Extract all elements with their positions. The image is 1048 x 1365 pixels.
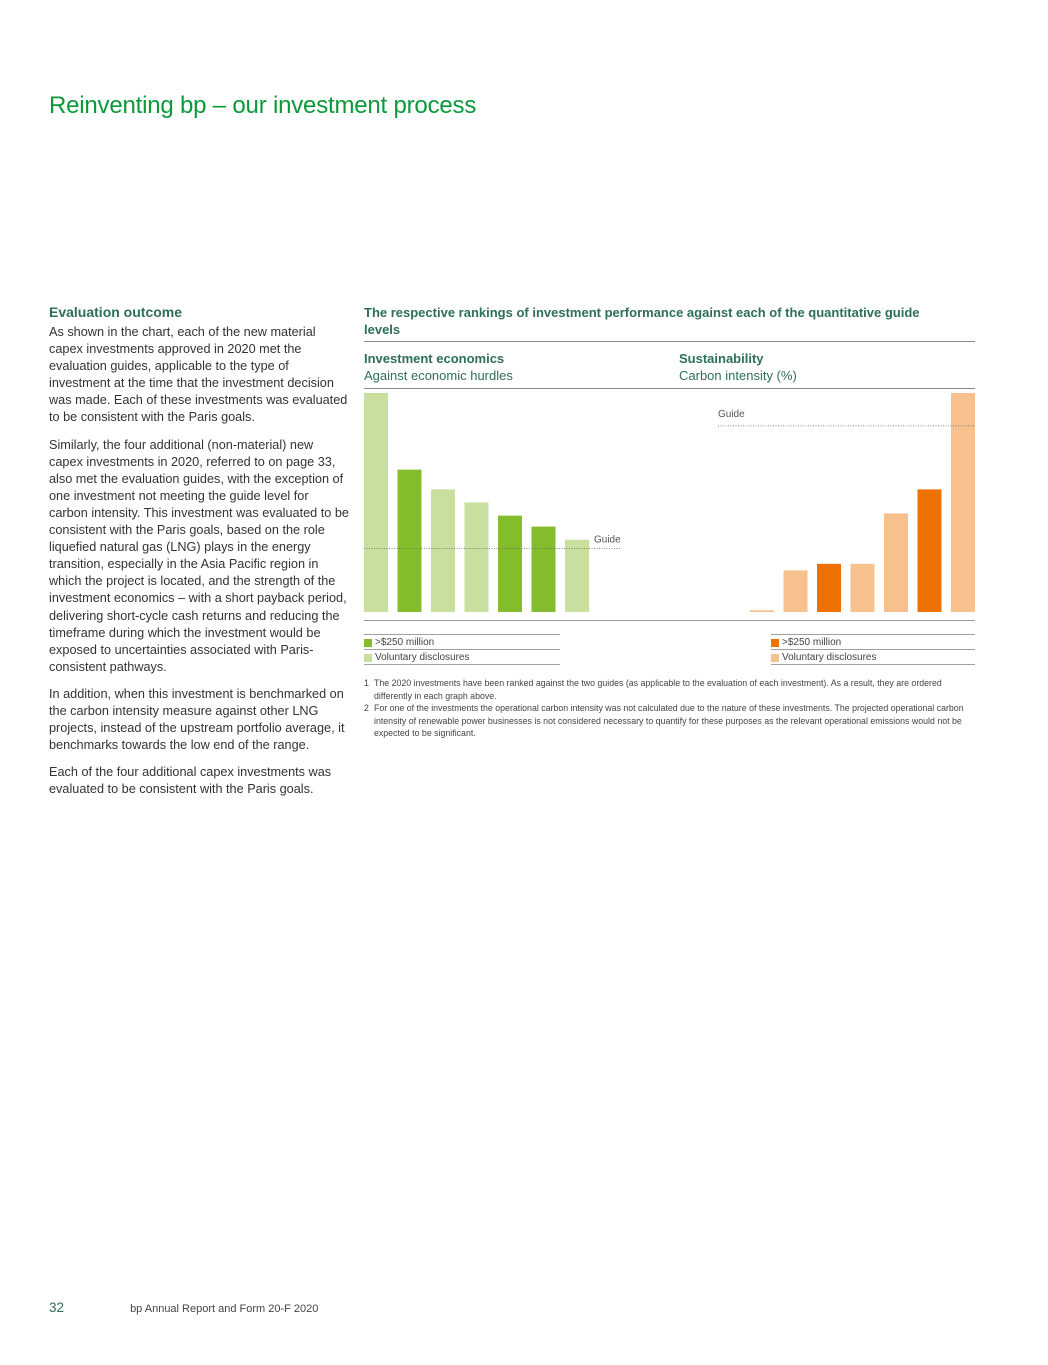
figure-title-rule	[364, 341, 975, 342]
guide-label: Guide	[718, 408, 745, 420]
footnote-number: 2	[364, 703, 369, 714]
sustainability-title: Sustainability	[679, 351, 764, 366]
economics-title: Investment economics	[364, 351, 505, 366]
footnote-text: For one of the investments the operational carbon intensity was not calculated due to the nature of these investments. The projected operational carbon intensity of renewable power businesses is not considered necessary to quantify for these purposes as the relevant operational emissions would not be expected to be significant.	[374, 703, 964, 739]
footnote-text: The 2020 investments have been ranked against the two guides (as applicable to the evaluation of each investment). As a result, they are ordered differently in each graph above.	[374, 678, 942, 701]
sustainability-subtitle: Carbon intensity (%)	[679, 368, 797, 383]
page-title-sub: our investment process	[225, 92, 477, 119]
page-number: 32	[49, 1300, 65, 1315]
legend-item	[364, 634, 560, 649]
economics-legend	[364, 634, 560, 665]
bar-4	[851, 564, 875, 612]
legend-label: Voluntary disclosures	[782, 652, 877, 663]
bar-2	[398, 470, 422, 612]
page-title-main: Reinventing bp –	[49, 92, 226, 119]
legend-item	[364, 649, 560, 665]
legend-swatch-voluntary	[364, 654, 372, 662]
chart-baseline-rule	[364, 620, 975, 621]
bar-6	[532, 527, 556, 612]
paragraph-2: Similarly, the four additional (non-material) new capex investments in 2020, referred to on page 33, also met the evaluation guides, with the exception of one investment not meeting the guide level for carbon intensity. This investment was evaluated to be consistent with the Paris goals, based on the role liquefied natural gas (LNG) plays in the energy transition, especially in the Asia Pacific region in which the project is located, and the strength of the investment economics – with a short payback period, delivering short-cycle cash returns and reducing the timeframe during which the investment would be exposed to uncertainties associated with Paris-consistent pathways.	[49, 437, 349, 674]
publication-title: bp Annual Report and Form 20-F 2020	[130, 1303, 319, 1315]
guide-label: Guide	[594, 534, 621, 546]
legend-item	[771, 634, 975, 649]
paragraph-1: As shown in the chart, each of the new material capex investments approved in 2020 met the evaluation guides, applicable to the type of investment at the time that the investment decision was made. Each of these investments was evaluated to be consistent with the Paris goals.	[49, 325, 348, 425]
legend-item	[771, 649, 975, 665]
legend-label: >$250 million	[375, 637, 435, 648]
page-title	[49, 92, 476, 120]
subheading-rule	[364, 388, 975, 389]
paragraph-3: In addition, when this investment is benchmarked on the carbon intensity measure against other LNG projects, instead of the upstream portfolio average, it benchmarks towards the low end of the range.	[49, 686, 345, 753]
footnote-number: 1	[364, 678, 369, 688]
bar-2	[784, 570, 808, 612]
bar-6	[918, 489, 942, 612]
sustainability-legend	[771, 634, 975, 665]
bar-7	[565, 540, 589, 612]
economics-chart	[364, 390, 664, 622]
bar-1	[750, 610, 774, 612]
legend-label: Voluntary disclosures	[375, 652, 470, 663]
bar-5	[884, 513, 908, 612]
bar-3	[817, 564, 841, 612]
page-footer	[49, 1300, 318, 1315]
economics-heading	[364, 350, 513, 384]
section-heading: Evaluation outcome	[49, 304, 183, 320]
footnotes	[364, 677, 976, 740]
paragraph-4: Each of the four additional capex investments was evaluated to be consistent with the Paris goals.	[49, 765, 332, 797]
evaluation-outcome-section	[49, 304, 349, 808]
economics-subtitle: Against economic hurdles	[364, 368, 513, 383]
bar-3	[431, 489, 455, 612]
sustainability-heading	[679, 350, 797, 384]
legend-label: >$250 million	[782, 637, 842, 648]
sustainability-chart	[679, 390, 979, 622]
figure-title: The respective rankings of investment performance against each of the quantitative guide levels	[364, 305, 920, 337]
legend-swatch-large	[771, 639, 779, 647]
bar-1	[364, 393, 388, 612]
bar-5	[498, 516, 522, 612]
footnote	[364, 677, 976, 702]
footnote	[364, 702, 976, 740]
legend-swatch-voluntary	[771, 654, 779, 662]
bar-4	[465, 503, 489, 613]
legend-swatch-large	[364, 639, 372, 647]
